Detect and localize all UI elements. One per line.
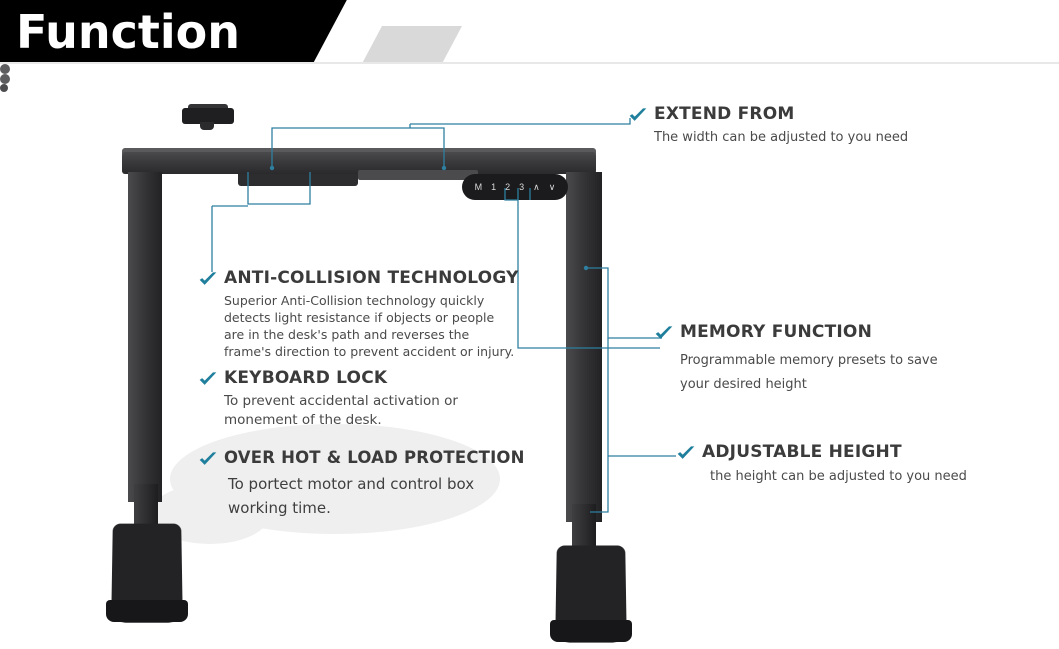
callout-title: MEMORY FUNCTION	[680, 322, 873, 342]
control-keypad[interactable]	[462, 174, 568, 200]
keypad-key-3[interactable]: 3	[519, 182, 525, 192]
callout-title-row	[198, 368, 498, 389]
callout-title: ADJUSTABLE HEIGHT	[702, 442, 902, 462]
callout-keyboard-lock	[198, 368, 498, 430]
callout-title-row	[654, 322, 954, 343]
callout-body: Superior Anti-Collision technology quickly detects light resistance if objects or people are in the desk's path and reverses the frame's direction to prevent accident or injury.	[224, 293, 515, 359]
keypad-down-arrow-icon[interactable]: ∨	[548, 181, 556, 192]
crossbeam-bolt-right	[0, 74, 10, 84]
callout-title-row	[198, 448, 528, 469]
crossbeam-inner-extension	[358, 170, 478, 180]
crossbeam-inner-rail	[238, 174, 358, 186]
callout-title: EXTEND FROM	[654, 104, 795, 124]
callout-body: Programmable memory presets to save your desired height	[680, 353, 938, 392]
keypad-key-m[interactable]: M	[474, 182, 483, 192]
page-title: Function	[16, 5, 241, 59]
crossbeam-bolt-left	[0, 64, 10, 74]
check-icon	[654, 323, 674, 343]
callout-extend-from	[628, 104, 928, 146]
leg-right-upper	[566, 172, 602, 522]
check-icon	[628, 105, 648, 125]
callout-adjustable-height	[676, 442, 996, 485]
foot-right-base	[550, 620, 632, 642]
crossbeam-bolt-right-2	[0, 84, 8, 92]
callout-title: KEYBOARD LOCK	[224, 368, 388, 388]
check-icon	[198, 449, 218, 469]
keypad-up-arrow-icon[interactable]: ∧	[533, 181, 540, 192]
control-box-cable	[200, 122, 214, 130]
callout-over-hot-load-protection	[198, 448, 528, 520]
callout-title-row	[676, 442, 996, 463]
check-icon	[198, 269, 218, 289]
callout-title: OVER HOT & LOAD PROTECTION	[224, 448, 525, 467]
callout-body: the height can be adjusted to you need	[710, 469, 967, 484]
keypad-key-2[interactable]: 2	[505, 182, 511, 192]
callout-title: ANTI-COLLISION TECHNOLOGY	[224, 268, 519, 288]
header-banner	[0, 0, 1059, 64]
callout-body: To prevent accidental activation or monement of the desk.	[224, 393, 458, 428]
callout-body: To portect motor and control box working time.	[228, 475, 475, 517]
keypad-key-1[interactable]: 1	[491, 182, 497, 192]
check-icon	[676, 443, 696, 463]
callout-body: The width can be adjusted to you need	[654, 130, 909, 145]
callout-title-row	[198, 268, 518, 289]
callout-anti-collision-technology	[198, 268, 518, 360]
callout-memory-function	[654, 322, 954, 397]
leg-left-upper	[128, 172, 162, 502]
callout-title-row	[628, 104, 928, 125]
check-icon	[198, 369, 218, 389]
foot-left-base	[106, 600, 188, 622]
